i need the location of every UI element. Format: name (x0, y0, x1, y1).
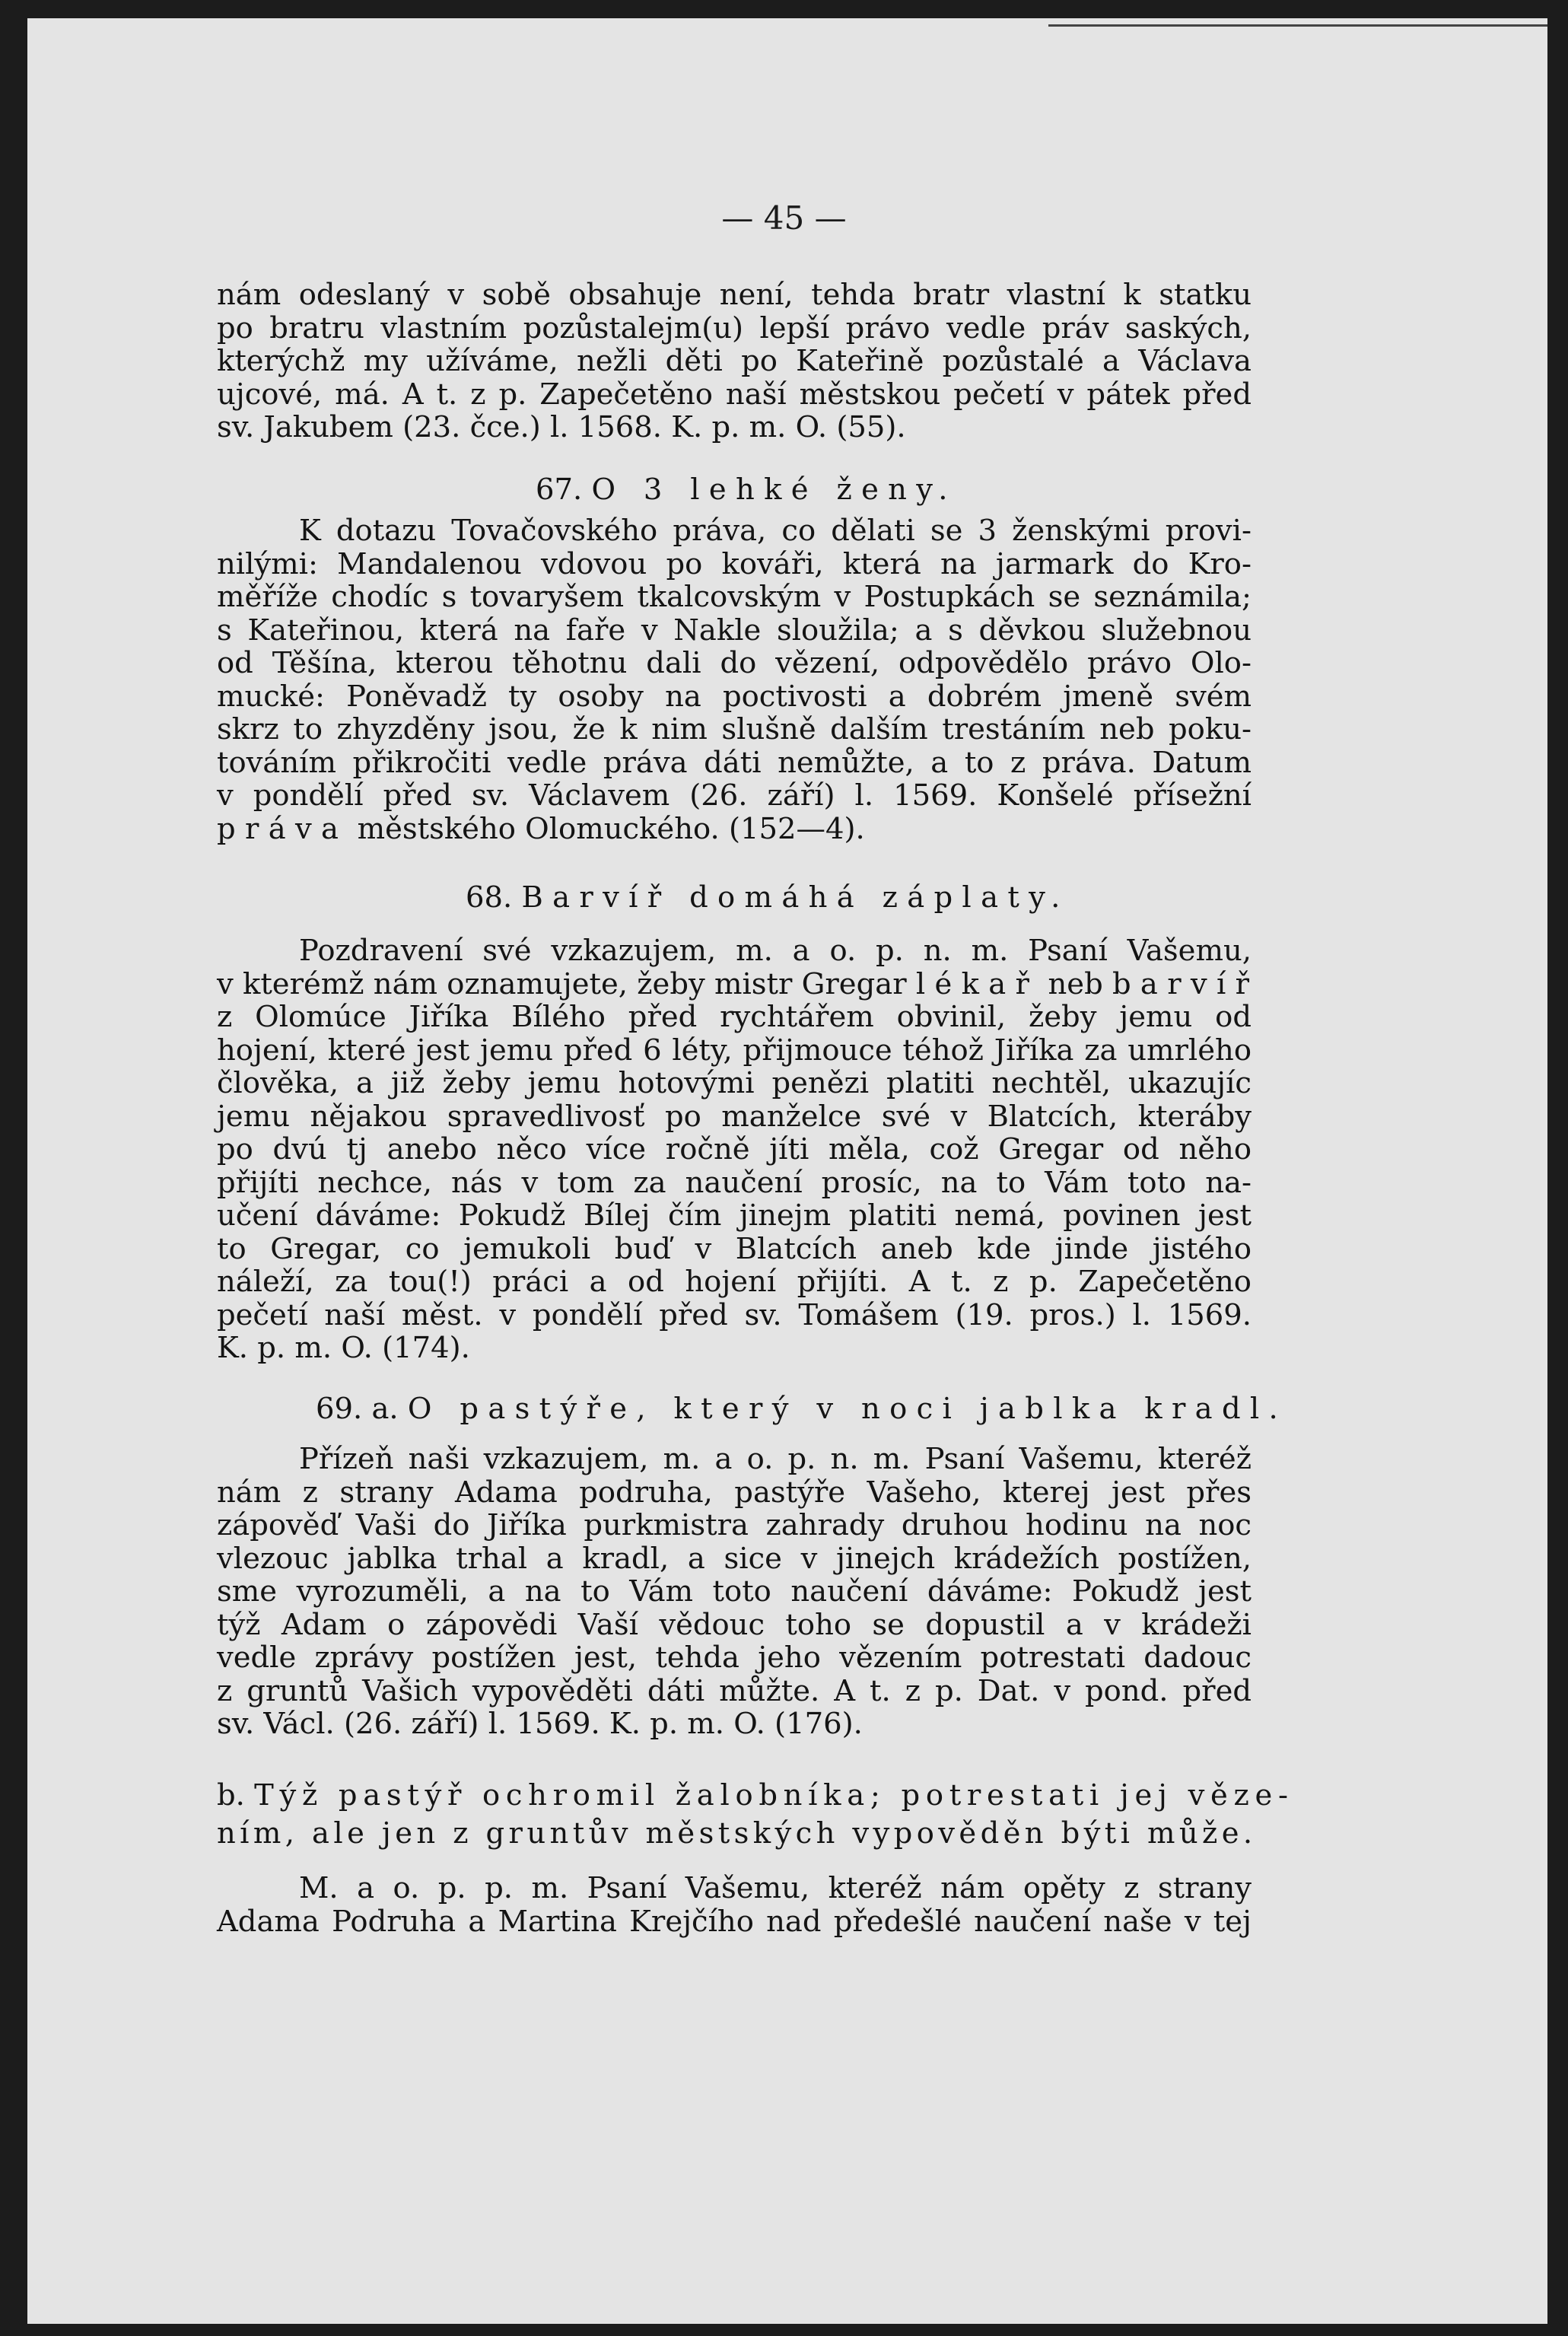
section-number: 67. (536, 473, 583, 507)
text-line: přijíti nechce, nás v tom za naučení prosíc, na to Vám toto na- (217, 1165, 1252, 1200)
heading-line (217, 1778, 1294, 1812)
text-line: mucké: Poněvadž ty osoby na poctivosti a dobrém jmeně svém (217, 679, 1252, 714)
section-66-tail (217, 278, 1252, 444)
text-span: neb (1048, 966, 1103, 1001)
section-69b-body (217, 1872, 1252, 1938)
heading-text: Týž pastýř ochromil žalobníka; potrestati jej věze- (254, 1778, 1294, 1812)
emphasized-word: práva (217, 811, 348, 846)
section-number: 69. a. (316, 1392, 399, 1426)
text-line: měříže chodíc s tovaryšem tkalcovským v Postupkách se seznámila; (217, 580, 1252, 614)
section-67-body (217, 514, 1252, 845)
text-line: sme vyrozuměli, a na to Vám toto naučení dáváme: Pokudž jest (217, 1574, 1252, 1609)
section-69a-body (217, 1443, 1252, 1741)
text-line: týž Adam o zápovědi Vaší vědouc toho se dopustil a v krádeži (217, 1607, 1252, 1642)
text-line: jemu nějakou spravedlivosť po manželce své v Blatcích, kteráby (217, 1099, 1252, 1134)
heading-text: ním, ale jen z gruntův městských vypověděn býti může. (217, 1816, 1257, 1851)
section-69b-heading (217, 1778, 1294, 1851)
emphasized-word: lékař (915, 966, 1039, 1001)
text-line: kterýchž my užíváme, nežli děti po Kateřině pozůstalé a Václava (217, 344, 1252, 378)
text-line: hojení, které jest jemu před 6 léty, přijmouce téhož Jiříka za umrlého (217, 1033, 1252, 1068)
text-line: to Gregar, co jemukoli buď v Blatcích aneb kde jinde jistého (217, 1231, 1252, 1266)
text-line: Adama Podruha a Martina Krejčího nad předešlé naučení naše v tej (217, 1904, 1252, 1939)
text-line: v pondělí před sv. Václavem (26. září) l. 1569. Konšelé přísežní (217, 778, 1252, 813)
text-line: vlezouc jablka trhal a kradl, a sice v jinejch krádežích postížen, (217, 1541, 1252, 1576)
text-line: po bratru vlastním pozůstalejm(u) lepší právo vedle práv saských, (217, 310, 1252, 345)
text-line: zápověď Vaši do Jiříka purkmistra zahrady druhou hodinu na noc (217, 1508, 1252, 1542)
text-line: nám odeslaný v sobě obsahuje není, tehda bratr vlastní k statku (217, 278, 1252, 312)
text-line: sv. Jakubem (23. čce.) l. 1568. K. p. m. O. (55). (217, 410, 906, 444)
text-line: s Kateřinou, která na faře v Nakle sloužila; a s děvkou služebnou (217, 613, 1252, 648)
section-title: O pastýře, který v noci jablka kradl. (407, 1392, 1288, 1426)
text-line: skrz to zhyzděny jsou, že k nim slušně dalším trestáním neb poku- (217, 712, 1252, 746)
text-line: po dvú tj anebo něco více ročně jíti měla, což Gregar od něho (217, 1132, 1252, 1166)
text-line: K. p. m. O. (174). (217, 1331, 470, 1365)
text-line: z Olomúce Jiříka Bílého před rychtářem obvinil, žeby jemu od (217, 1000, 1252, 1034)
text-line: od Těšína, kterou těhotnu dali do vězení, odpovědělo právo Olo- (217, 646, 1252, 680)
emphasized-word: barvíř (1112, 966, 1259, 1001)
text-line: člověka, a již žeby jemu hotovými penězi platiti nechtěl, ukazujíc (217, 1066, 1252, 1100)
text-line: nilými: Mandalenou vdovou po kováři, která na jarmark do Kro- (217, 546, 1252, 581)
text-line: ujcové, má. A t. z p. Zapečetěno naší městskou pečetí v pátek před (217, 377, 1252, 412)
text-line: učení dáváme: Pokudž Bílej čím jinejm platiti nemá, povinen jest (217, 1198, 1252, 1233)
text-line: K dotazu Tovačovského práva, co dělati se 3 ženskými provi- (299, 514, 1252, 548)
section-68-body (217, 934, 1259, 1365)
text-span: v kterémž nám oznamujete, žeby mistr Gregar (217, 966, 907, 1001)
text-line: pečetí naší měst. v pondělí před sv. Tomášem (19. pros.) l. 1569. (217, 1297, 1252, 1332)
subsection-label: b. (217, 1778, 245, 1812)
section-68-heading (466, 881, 1500, 915)
section-title: O 3 lehké ženy. (591, 473, 957, 507)
text-span: městského Olomuckého. (152—4). (357, 811, 865, 846)
text-line: náleží, za tou(!) práci a od hojení přijíti. A t. z p. Zapečetěno (217, 1265, 1252, 1299)
page-number: — 45 — (721, 199, 847, 237)
text-line: sv. Václ. (26. září) l. 1569. K. p. m. O. (176). (217, 1707, 863, 1741)
text-line: nám z strany Adama podruha, pastýře Vašeho, kterej jest přes (217, 1475, 1252, 1510)
text-line: Přízeň naši vzkazujem, m. a o. p. n. m. Psaní Vašemu, kteréž (299, 1442, 1252, 1476)
text-line (217, 813, 1252, 846)
heading-line (217, 1816, 1257, 1851)
text-line: M. a o. p. p. m. Psaní Vašemu, kteréž nám opěty z strany (299, 1871, 1252, 1905)
section-67-heading (536, 473, 1568, 507)
section-title: Barvíř domáhá záplaty. (521, 880, 1070, 915)
text-line: Pozdravení své vzkazujem, m. a o. p. n. m. Psaní Vašemu, (299, 934, 1252, 968)
text-line (217, 966, 1259, 1001)
section-number: 68. (466, 880, 513, 915)
scan-edge-line (1048, 24, 1547, 27)
text-line: vedle zprávy postížen jest, tehda jeho vězením potrestati dadouc (217, 1641, 1252, 1675)
section-69a-heading (316, 1392, 1350, 1426)
text-line: z gruntů Vašich vypověděti dáti můžte. A t. z p. Dat. v pond. před (217, 1673, 1252, 1708)
text-line: továním přikročiti vedle práva dáti nemůžte, a to z práva. Datum (217, 745, 1252, 780)
